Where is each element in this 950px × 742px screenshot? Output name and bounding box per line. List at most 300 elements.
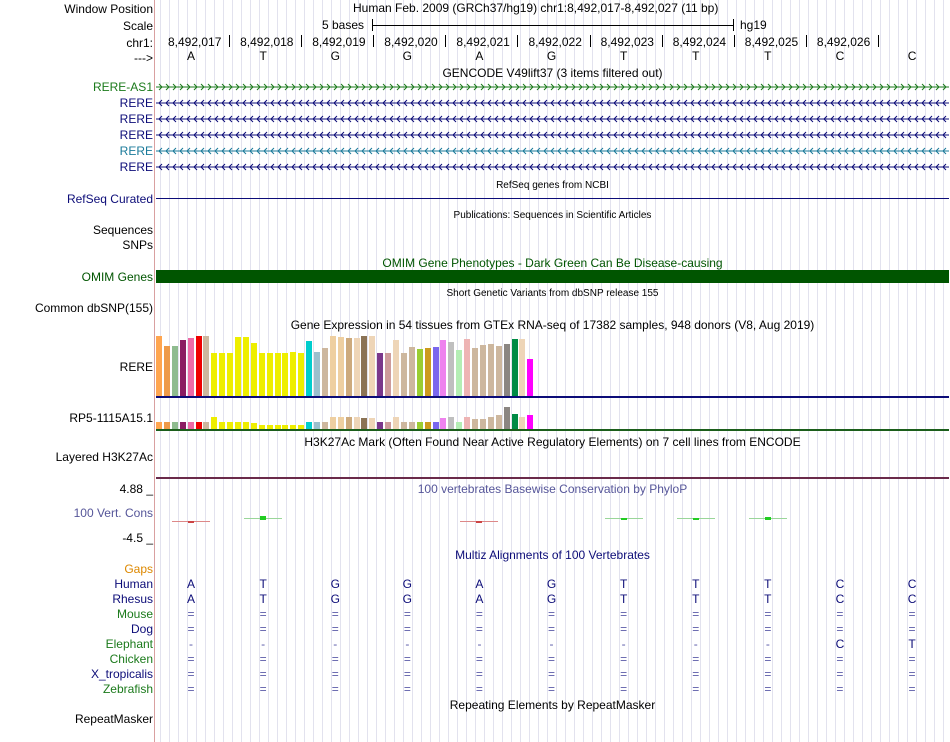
- db-label: hg19: [740, 18, 767, 32]
- gtex-tissue-bar[interactable]: [322, 422, 328, 429]
- gtex-tissue-bar[interactable]: [172, 346, 178, 396]
- conservation-score-block[interactable]: [260, 516, 266, 520]
- multiz-base: =: [548, 652, 556, 666]
- gtex-tissue-bar[interactable]: [188, 422, 194, 429]
- gtex-tissue-bar[interactable]: [306, 422, 312, 429]
- multiz-base: =: [548, 622, 556, 636]
- ruler-tick: [373, 35, 374, 47]
- conservation-ymin: -4.5 _: [122, 531, 153, 545]
- gtex-tissue-bar[interactable]: [330, 336, 336, 396]
- gtex-tissue-bar[interactable]: [196, 336, 202, 396]
- guide-line: [745, 0, 746, 742]
- multiz-base: -: [765, 637, 770, 651]
- conservation-label[interactable]: 100 Vert. Cons: [73, 506, 153, 520]
- multiz-base: =: [475, 682, 483, 696]
- multiz-species-label[interactable]: Rhesus: [112, 592, 153, 606]
- ruler-tick: [517, 35, 518, 47]
- gtex-gene1-label[interactable]: RERE: [119, 360, 153, 374]
- multiz-base: =: [259, 607, 267, 621]
- ruler-tick: [662, 35, 663, 47]
- gtex-tissue-bar[interactable]: [472, 348, 478, 396]
- gtex-tissue-bar[interactable]: [369, 418, 375, 429]
- ruler-tick: [590, 35, 591, 47]
- refseq-track-title: RefSeq genes from NCBI: [496, 180, 609, 191]
- gencode-transcript-label[interactable]: RERE: [119, 96, 153, 110]
- dbsnp-track-title: Short Genetic Variants from dbSNP release 155: [446, 288, 659, 299]
- gencode-transcript-label[interactable]: RERE-AS1: [92, 80, 153, 94]
- multiz-base: T: [692, 592, 700, 606]
- gtex-tissue-bar[interactable]: [456, 422, 462, 429]
- multiz-base: =: [475, 622, 483, 636]
- multiz-base: =: [620, 682, 628, 696]
- gtex-expression-bars-rp5[interactable]: [156, 399, 536, 429]
- guide-line: [718, 0, 719, 742]
- gtex-tissue-bar[interactable]: [282, 353, 288, 396]
- multiz-base: -: [621, 637, 626, 651]
- multiz-base: -: [477, 637, 482, 651]
- gtex-tissue-bar[interactable]: [306, 341, 312, 396]
- gtex-tissue-bar[interactable]: [330, 417, 336, 429]
- h3k27ac-track-title: H3K27Ac Mark (Often Found Near Active Regulatory Elements) on 7 cell lines from ENCODE: [304, 435, 801, 449]
- scale-label: Scale: [122, 19, 153, 33]
- gtex-tissue-bar[interactable]: [480, 345, 486, 396]
- multiz-base: T: [764, 592, 772, 606]
- ruler-position-label: 8,492,018: [240, 35, 294, 49]
- gtex-tissue-bar[interactable]: [346, 417, 352, 429]
- reference-base: T: [692, 49, 700, 63]
- multiz-base: G: [330, 577, 340, 591]
- multiz-base: =: [692, 652, 700, 666]
- multiz-base: -: [333, 637, 338, 651]
- multiz-base: =: [836, 682, 844, 696]
- multiz-base: =: [475, 667, 483, 681]
- gtex-rere-baseline: [156, 396, 949, 398]
- gtex-tissue-bar[interactable]: [172, 422, 178, 429]
- gtex-tissue-bar[interactable]: [464, 339, 470, 396]
- multiz-base: -: [549, 637, 554, 651]
- gencode-transcript-strand[interactable]: [156, 129, 949, 141]
- gtex-tissue-bar[interactable]: [314, 352, 320, 396]
- multiz-base: T: [259, 577, 267, 591]
- multiz-base: G: [546, 577, 557, 591]
- gencode-transcript-strand[interactable]: [156, 161, 949, 173]
- gtex-tissue-bar[interactable]: [211, 353, 217, 396]
- reference-base: C: [835, 49, 845, 63]
- gtex-tissue-bar[interactable]: [180, 340, 186, 396]
- multiz-species-label[interactable]: Mouse: [116, 607, 153, 621]
- gtex-tissue-bar[interactable]: [227, 353, 233, 396]
- multiz-base: C: [835, 637, 845, 651]
- multiz-base: C: [907, 577, 917, 591]
- gtex-tissue-bar[interactable]: [361, 418, 367, 429]
- gtex-tissue-bar[interactable]: [409, 347, 415, 396]
- conservation-track-title: 100 vertebrates Basewise Conservation by PhyloP: [417, 482, 688, 496]
- multiz-base: =: [403, 607, 411, 621]
- multiz-base: =: [908, 667, 916, 681]
- gtex-tissue-bar[interactable]: [203, 422, 209, 429]
- multiz-base: =: [331, 622, 339, 636]
- multiz-base: =: [259, 652, 267, 666]
- ruler-position-label: 8,492,019: [312, 35, 366, 49]
- reference-base: G: [546, 49, 557, 63]
- gtex-tissue-bar[interactable]: [519, 417, 525, 429]
- guide-line: [790, 0, 791, 742]
- gtex-tissue-bar[interactable]: [385, 422, 391, 429]
- multiz-base: =: [908, 652, 916, 666]
- gtex-tissue-bar[interactable]: [393, 340, 399, 396]
- gtex-tissue-bar[interactable]: [211, 417, 217, 429]
- multiz-base: =: [403, 652, 411, 666]
- conservation-score-block[interactable]: [621, 518, 627, 520]
- guide-line: [682, 0, 683, 742]
- gtex-tissue-bar[interactable]: [385, 353, 391, 396]
- guide-line: [709, 0, 710, 742]
- multiz-base: G: [402, 577, 413, 591]
- gtex-tissue-bar[interactable]: [401, 422, 407, 429]
- gtex-tissue-bar[interactable]: [417, 422, 423, 429]
- reference-base: T: [764, 49, 772, 63]
- gtex-gene2-label[interactable]: RP5-1115A15.1: [69, 411, 153, 425]
- refseq-curated-label[interactable]: RefSeq Curated: [66, 192, 153, 206]
- publications-sequences-label[interactable]: Sequences: [92, 223, 153, 237]
- multiz-base: =: [403, 622, 411, 636]
- gencode-transcript-strand[interactable]: [156, 145, 949, 157]
- guide-line: [637, 0, 638, 742]
- multiz-base: -: [693, 637, 698, 651]
- gtex-tissue-bar[interactable]: [409, 422, 415, 429]
- gtex-tissue-bar[interactable]: [243, 422, 249, 429]
- repeatmasker-label[interactable]: RepeatMasker: [74, 712, 153, 726]
- multiz-base: C: [907, 592, 917, 606]
- gtex-tissue-bar[interactable]: [369, 336, 375, 396]
- strand-label: --->: [134, 51, 153, 65]
- gtex-tissue-bar[interactable]: [188, 338, 194, 396]
- multiz-base: =: [187, 607, 195, 621]
- multiz-base: T: [692, 577, 700, 591]
- label-track-divider: [154, 0, 155, 742]
- multiz-base: =: [692, 667, 700, 681]
- ruler-position-label: 8,492,026: [816, 35, 871, 49]
- guide-line: [601, 0, 602, 742]
- repeatmasker-track-title: Repeating Elements by RepeatMasker: [449, 698, 656, 712]
- multiz-base: =: [620, 622, 628, 636]
- multiz-base: =: [403, 682, 411, 696]
- gencode-transcript-label[interactable]: RERE: [119, 128, 153, 142]
- gencode-transcript-strand[interactable]: [156, 113, 949, 125]
- ruler-position-label: 8,492,017: [168, 35, 222, 49]
- guide-line: [799, 0, 800, 742]
- ruler-position-label: 8,492,021: [456, 35, 510, 49]
- multiz-base: G: [330, 592, 340, 606]
- reference-base: T: [619, 49, 628, 63]
- multiz-base: T: [908, 637, 916, 651]
- multiz-base: C: [835, 577, 845, 591]
- gtex-tissue-bar[interactable]: [504, 407, 510, 429]
- publications-snps-label[interactable]: SNPs: [122, 238, 153, 252]
- gencode-transcript-label[interactable]: RERE: [119, 112, 153, 126]
- gtex-tissue-bar[interactable]: [527, 359, 533, 396]
- multiz-base: =: [259, 667, 267, 681]
- ruler-position-label: 8,492,022: [528, 35, 582, 49]
- multiz-gaps-label[interactable]: Gaps: [124, 562, 153, 576]
- ruler-tick: [301, 35, 302, 47]
- gtex-tissue-bar[interactable]: [425, 348, 431, 396]
- multiz-base: =: [692, 622, 700, 636]
- multiz-species-label[interactable]: Elephant: [105, 637, 153, 651]
- multiz-base: =: [908, 682, 916, 696]
- gtex-tissue-bar[interactable]: [440, 418, 446, 429]
- multiz-base: =: [620, 607, 628, 621]
- guide-line: [808, 0, 809, 742]
- guide-line: [565, 0, 566, 742]
- gencode-transcript-strand[interactable]: [156, 81, 949, 93]
- guide-line: [583, 0, 584, 742]
- gtex-tissue-bar[interactable]: [464, 417, 470, 429]
- omim-genes-label[interactable]: OMIM Genes: [81, 270, 153, 284]
- multiz-base: T: [619, 577, 628, 591]
- multiz-base: T: [619, 592, 628, 606]
- assembly-position-text[interactable]: Human Feb. 2009 (GRCh37/hg19) chr1:8,492,017-8,492,027 (11 bp): [353, 1, 719, 15]
- ruler-position-label: 8,492,023: [600, 35, 654, 49]
- guide-line: [817, 0, 818, 742]
- reference-base: G: [330, 49, 340, 63]
- gtex-tissue-bar[interactable]: [219, 353, 225, 396]
- gtex-tissue-bar[interactable]: [393, 417, 399, 429]
- gtex-tissue-bar[interactable]: [425, 422, 431, 429]
- multiz-base: =: [836, 652, 844, 666]
- multiz-base: =: [548, 667, 556, 681]
- multiz-base: =: [692, 607, 700, 621]
- multiz-base: =: [764, 667, 772, 681]
- guide-line: [862, 0, 863, 742]
- multiz-base: =: [475, 607, 483, 621]
- multiz-base: -: [189, 637, 194, 651]
- guide-line: [538, 0, 539, 742]
- multiz-base: A: [475, 577, 484, 591]
- gtex-tissue-bar[interactable]: [488, 344, 494, 396]
- multiz-base: =: [908, 622, 916, 636]
- gtex-tissue-bar[interactable]: [448, 417, 454, 429]
- conservation-ymax: 4.88 _: [119, 482, 153, 496]
- gtex-tissue-bar[interactable]: [527, 415, 533, 429]
- ruler-position-label: 8,492,020: [384, 35, 438, 49]
- window-position-label: Window Position: [64, 2, 153, 16]
- multiz-species-label[interactable]: Chicken: [109, 652, 153, 666]
- gtex-tissue-bar[interactable]: [448, 342, 454, 396]
- gencode-transcript-label[interactable]: RERE: [119, 144, 153, 158]
- reference-base: T: [259, 49, 267, 63]
- gtex-tissue-bar[interactable]: [496, 415, 502, 429]
- multiz-base: T: [259, 592, 267, 606]
- gtex-tissue-bar[interactable]: [251, 343, 257, 396]
- multiz-base: =: [187, 682, 195, 696]
- guide-line: [943, 0, 944, 742]
- reference-base: C: [907, 49, 917, 63]
- guide-line: [925, 0, 926, 742]
- gtex-tissue-bar[interactable]: [377, 353, 383, 396]
- gencode-transcript-label[interactable]: RERE: [119, 160, 153, 174]
- refseq-line[interactable]: [156, 198, 949, 199]
- gtex-tissue-bar[interactable]: [433, 422, 439, 429]
- gtex-track-title: Gene Expression in 54 tissues from GTEx RNA-seq of 17382 samples, 948 donors (V8, Aug 2019): [290, 318, 815, 332]
- multiz-species-label[interactable]: Zebrafish: [102, 682, 153, 696]
- guide-line: [898, 0, 899, 742]
- guide-line: [574, 0, 575, 742]
- gtex-rp5-baseline: [156, 429, 949, 431]
- gtex-tissue-bar[interactable]: [298, 353, 304, 396]
- multiz-base: -: [261, 637, 266, 651]
- guide-line: [781, 0, 782, 742]
- guide-line: [826, 0, 827, 742]
- ruler-position-label: 8,492,024: [672, 35, 727, 49]
- multiz-base: =: [764, 652, 772, 666]
- multiz-base: =: [259, 622, 267, 636]
- guide-line: [871, 0, 872, 742]
- gtex-tissue-bar[interactable]: [417, 349, 423, 396]
- multiz-base: =: [187, 622, 195, 636]
- gtex-tissue-bar[interactable]: [219, 422, 225, 429]
- conservation-score-block[interactable]: [765, 517, 771, 520]
- scale-bar: [372, 19, 734, 31]
- guide-line: [727, 0, 728, 742]
- gtex-tissue-bar[interactable]: [196, 422, 202, 429]
- multiz-base: =: [764, 682, 772, 696]
- gtex-tissue-bar[interactable]: [290, 352, 296, 396]
- conservation-plot[interactable]: [156, 500, 949, 540]
- gtex-expression-bars-rere[interactable]: [156, 334, 536, 396]
- multiz-track-title: Multiz Alignments of 100 Vertebrates: [455, 548, 650, 562]
- gtex-tissue-bar[interactable]: [227, 422, 233, 429]
- gtex-tissue-bar[interactable]: [401, 353, 407, 396]
- gtex-tissue-bar[interactable]: [488, 417, 494, 429]
- multiz-base: C: [835, 592, 845, 606]
- gtex-tissue-bar[interactable]: [496, 346, 502, 396]
- gtex-tissue-bar[interactable]: [346, 338, 352, 396]
- guide-line: [853, 0, 854, 742]
- gtex-tissue-bar[interactable]: [267, 353, 273, 396]
- multiz-base: =: [620, 667, 628, 681]
- multiz-base: =: [259, 682, 267, 696]
- gtex-tissue-bar[interactable]: [377, 422, 383, 429]
- multiz-base: G: [402, 592, 413, 606]
- multiz-base: =: [620, 652, 628, 666]
- gtex-tissue-bar[interactable]: [259, 353, 265, 396]
- multiz-base: =: [692, 682, 700, 696]
- reference-base: A: [475, 49, 484, 63]
- multiz-base: =: [187, 667, 195, 681]
- gtex-tissue-bar[interactable]: [338, 417, 344, 429]
- ruler-tick: [878, 35, 879, 47]
- guide-line: [673, 0, 674, 742]
- guide-line: [655, 0, 656, 742]
- gtex-tissue-bar[interactable]: [322, 348, 328, 396]
- gtex-tissue-bar[interactable]: [314, 422, 320, 429]
- dbsnp-label[interactable]: Common dbSNP(155): [34, 301, 153, 315]
- multiz-base: =: [331, 652, 339, 666]
- gtex-tissue-bar[interactable]: [164, 346, 170, 396]
- conservation-score-block[interactable]: [188, 521, 194, 523]
- conservation-score-block[interactable]: [476, 521, 482, 523]
- multiz-base: G: [546, 592, 557, 606]
- guide-line: [646, 0, 647, 742]
- gtex-tissue-bar[interactable]: [519, 339, 525, 396]
- gtex-tissue-bar[interactable]: [456, 350, 462, 396]
- gtex-tissue-bar[interactable]: [440, 340, 446, 396]
- gtex-tissue-bar[interactable]: [361, 336, 367, 396]
- gtex-tissue-bar[interactable]: [156, 422, 162, 429]
- gtex-tissue-bar[interactable]: [512, 339, 518, 396]
- gencode-transcript-strand[interactable]: [156, 97, 949, 109]
- multiz-base: =: [475, 652, 483, 666]
- omim-gene-bar[interactable]: [156, 270, 949, 283]
- ruler-position-label: 8,492,025: [744, 35, 799, 49]
- multiz-base: =: [764, 607, 772, 621]
- chrom-label: chr1:: [126, 36, 153, 50]
- gtex-tissue-bar[interactable]: [180, 422, 186, 429]
- omim-track-title: OMIM Gene Phenotypes - Dark Green Can Be Disease-causing: [382, 256, 723, 270]
- guide-line: [880, 0, 881, 742]
- gtex-tissue-bar[interactable]: [354, 338, 360, 396]
- gencode-track-title: GENCODE V49lift37 (3 items filtered out): [442, 66, 663, 80]
- gtex-tissue-bar[interactable]: [164, 422, 170, 429]
- gtex-tissue-bar[interactable]: [472, 419, 478, 429]
- gtex-tissue-bar[interactable]: [504, 344, 510, 396]
- multiz-species-label[interactable]: X_tropicalis: [90, 667, 153, 681]
- multiz-base: =: [836, 622, 844, 636]
- multiz-base: =: [331, 607, 339, 621]
- multiz-base: =: [908, 607, 916, 621]
- guide-line: [889, 0, 890, 742]
- multiz-base: =: [187, 652, 195, 666]
- reference-base: G: [402, 49, 413, 63]
- guide-line: [736, 0, 737, 742]
- multiz-base: =: [548, 607, 556, 621]
- guide-line: [592, 0, 593, 742]
- gtex-tissue-bar[interactable]: [338, 337, 344, 396]
- gtex-tissue-bar[interactable]: [512, 414, 518, 429]
- ruler-tick: [229, 35, 230, 47]
- h3k27ac-baseline: [156, 477, 949, 479]
- gtex-tissue-bar[interactable]: [275, 353, 281, 396]
- guide-line: [610, 0, 611, 742]
- multiz-species-label[interactable]: Dog: [130, 622, 153, 636]
- publications-track-title: Publications: Sequences in Scientific Articles: [453, 210, 652, 221]
- gtex-tissue-bar[interactable]: [243, 337, 249, 396]
- gtex-tissue-bar[interactable]: [235, 337, 241, 396]
- gtex-tissue-bar[interactable]: [235, 422, 241, 429]
- gtex-tissue-bar[interactable]: [480, 419, 486, 429]
- ruler-tick: [806, 35, 807, 47]
- multiz-base: =: [836, 667, 844, 681]
- multiz-base: =: [764, 622, 772, 636]
- gtex-tissue-bar[interactable]: [156, 336, 162, 396]
- gtex-tissue-bar[interactable]: [354, 417, 360, 429]
- multiz-base: A: [187, 592, 196, 606]
- gtex-tissue-bar[interactable]: [433, 347, 439, 396]
- guide-line: [934, 0, 935, 742]
- multiz-base: T: [764, 577, 772, 591]
- multiz-base: -: [405, 637, 410, 651]
- h3k27ac-label[interactable]: Layered H3K27Ac: [55, 450, 153, 464]
- multiz-base: =: [548, 682, 556, 696]
- conservation-score-block[interactable]: [693, 518, 699, 520]
- guide-line: [664, 0, 665, 742]
- multiz-base: =: [403, 667, 411, 681]
- gtex-tissue-bar[interactable]: [203, 336, 209, 396]
- multiz-base: =: [331, 682, 339, 696]
- scale-bases-text: 5 bases: [322, 18, 365, 32]
- multiz-species-label[interactable]: Human: [114, 577, 153, 591]
